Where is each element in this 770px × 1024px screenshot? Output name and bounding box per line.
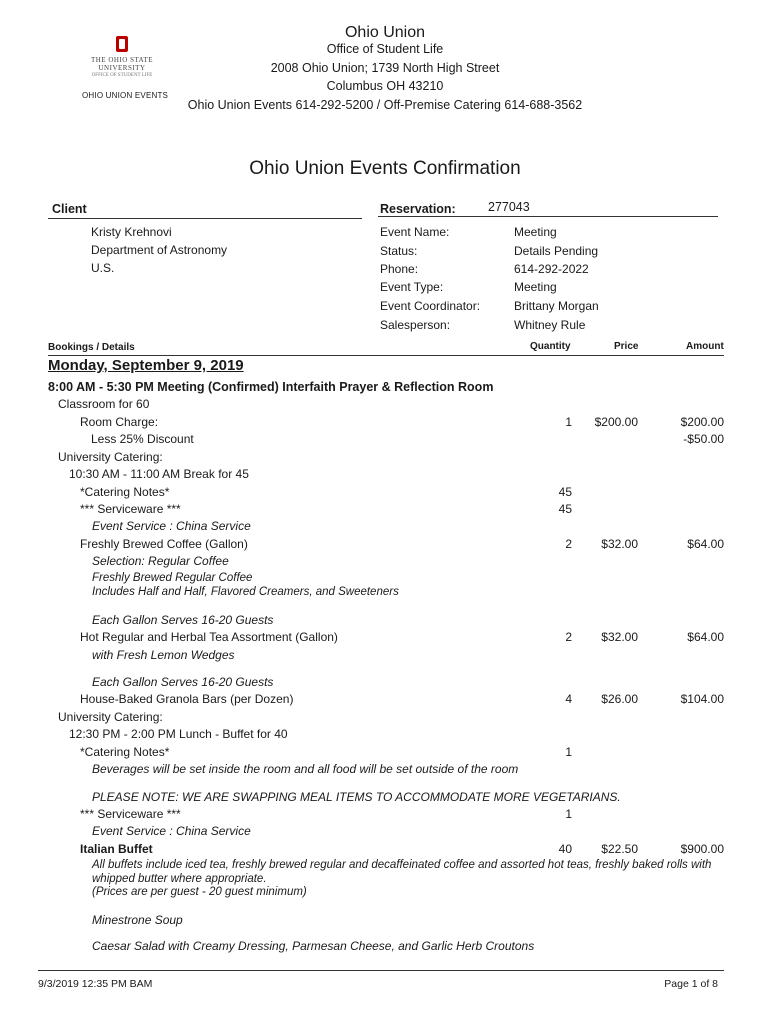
- reservation-label: Reservation:: [380, 202, 456, 216]
- field-value-phone: 614-292-2022: [514, 262, 589, 276]
- tea-item: Hot Regular and Herbal Tea Assortment (Gallon): [80, 630, 338, 644]
- logo-line-1: THE OHIO STATE: [90, 56, 154, 64]
- discount-label: Less 25% Discount: [91, 432, 194, 446]
- catering-notes-2-quantity: 1: [565, 745, 572, 759]
- tea-price: $32.00: [601, 630, 638, 644]
- buffet-description-3: (Prices are per guest - 20 guest minimum): [92, 886, 307, 898]
- column-header-price: Price: [614, 341, 639, 352]
- buffet-description-2: whipped butter where appropriate.: [92, 873, 267, 885]
- beverages-note: Beverages will be set inside the room and all food will be set outside of the room: [92, 762, 519, 776]
- discount-amount: -$50.00: [683, 432, 724, 446]
- event-service-1: Event Service : China Service: [92, 519, 251, 533]
- room-charge-price: $200.00: [594, 415, 638, 429]
- event-service-2: Event Service : China Service: [92, 824, 251, 838]
- field-value-event-coordinator: Brittany Morgan: [514, 299, 599, 313]
- granola-price: $26.00: [601, 692, 638, 706]
- tea-quantity: 2: [565, 630, 572, 644]
- column-header-amount: Amount: [686, 341, 724, 352]
- footer-page-number: Page 1 of 8: [664, 978, 718, 990]
- catering-heading-2: University Catering:: [58, 710, 163, 724]
- field-value-event-type: Meeting: [514, 280, 557, 294]
- italian-buffet-amount: $900.00: [680, 842, 724, 856]
- logo-subtitle: OHIO UNION EVENTS: [82, 91, 169, 100]
- lunch-time: 12:30 PM - 2:00 PM Lunch - Buffet for 40: [69, 727, 288, 741]
- catering-heading-1: University Catering:: [58, 450, 163, 464]
- serviceware-1: *** Serviceware ***: [80, 502, 181, 516]
- client-department: Department of Astronomy: [91, 243, 228, 257]
- room-charge-amount: $200.00: [680, 415, 724, 429]
- italian-buffet-price: $22.50: [601, 842, 638, 856]
- coffee-quantity: 2: [565, 537, 572, 551]
- catering-notes-2: *Catering Notes*: [80, 745, 170, 759]
- granola-amount: $104.00: [680, 692, 724, 706]
- coffee-item: Freshly Brewed Coffee (Gallon): [80, 537, 248, 551]
- org-line-1: Office of Student Life: [326, 42, 444, 56]
- room-charge-quantity: 1: [565, 415, 572, 429]
- client-name: Kristy Krehnovi: [91, 225, 172, 239]
- logo-line-3: OFFICE OF STUDENT LIFE: [91, 73, 153, 78]
- coffee-serves: Each Gallon Serves 16-20 Guests: [92, 613, 274, 627]
- document-title: Ohio Union Events Confirmation: [249, 158, 521, 179]
- field-label-status: Status:: [380, 244, 418, 258]
- serviceware-2: *** Serviceware ***: [80, 807, 181, 821]
- column-header-rule: [48, 355, 724, 356]
- field-value-salesperson: Whitney Rule: [514, 318, 586, 332]
- italian-buffet-quantity: 40: [558, 842, 572, 856]
- serviceware-1-quantity: 45: [558, 502, 572, 516]
- org-title: Ohio Union: [344, 24, 426, 41]
- granola-item: House-Baked Granola Bars (per Dozen): [80, 692, 294, 706]
- field-label-salesperson: Salesperson:: [380, 318, 451, 332]
- client-heading: Client: [52, 202, 87, 216]
- footer-rule: [38, 970, 724, 971]
- catering-notes-1: *Catering Notes*: [80, 485, 170, 499]
- booking-heading: 8:00 AM - 5:30 PM Meeting (Confirmed) Interfaith Prayer & Reflection Room: [48, 380, 494, 394]
- buffet-description-1: All buffets include iced tea, freshly brewed regular and decaffeinated coffee and assorted hot teas, freshly baked rolls with: [92, 859, 712, 871]
- column-header-details: Bookings / Details: [48, 342, 135, 353]
- tea-serves: Each Gallon Serves 16-20 Guests: [92, 675, 274, 689]
- coffee-description-1: Freshly Brewed Regular Coffee: [92, 572, 253, 584]
- field-label-event-coordinator: Event Coordinator:: [380, 299, 481, 313]
- menu-item-minestrone: Minestrone Soup: [92, 913, 183, 927]
- room-charge-label: Room Charge:: [80, 415, 159, 429]
- italian-buffet-item: Italian Buffet: [80, 842, 153, 856]
- org-line-3: Columbus OH 43210: [326, 79, 444, 93]
- org-line-2: 2008 Ohio Union; 1739 North High Street: [270, 61, 500, 75]
- coffee-price: $32.00: [601, 537, 638, 551]
- break-time: 10:30 AM - 11:00 AM Break for 45: [69, 467, 249, 481]
- field-label-event-type: Event Type:: [380, 280, 444, 294]
- client-country: U.S.: [91, 261, 115, 275]
- menu-item-caesar-salad: Caesar Salad with Creamy Dressing, Parmesan Cheese, and Garlic Herb Croutons: [92, 939, 535, 953]
- tea-amount: $64.00: [687, 630, 724, 644]
- client-rule: [48, 218, 362, 219]
- coffee-selection: Selection: Regular Coffee: [92, 554, 229, 568]
- field-value-event-name: Meeting: [514, 225, 557, 239]
- footer-timestamp: 9/3/2019 12:35 PM BAM: [38, 978, 153, 990]
- serviceware-2-quantity: 1: [565, 807, 572, 821]
- logo-line-2: UNIVERSITY: [98, 64, 146, 72]
- org-line-4: Ohio Union Events 614-292-5200 / Off-Premise Catering 614-688-3562: [187, 98, 583, 112]
- column-header-quantity: Quantity: [530, 341, 571, 352]
- coffee-amount: $64.00: [687, 537, 724, 551]
- vegetarian-note: PLEASE NOTE: WE ARE SWAPPING MEAL ITEMS TO ACCOMMODATE MORE VEGETARIANS.: [92, 790, 621, 804]
- field-label-phone: Phone:: [380, 262, 419, 276]
- field-value-status: Details Pending: [514, 244, 599, 258]
- granola-quantity: 4: [565, 692, 572, 706]
- coffee-description-2: Includes Half and Half, Flavored Creamers, and Sweeteners: [92, 586, 399, 598]
- catering-notes-1-quantity: 45: [558, 485, 572, 499]
- date-heading: Monday, September 9, 2019: [48, 357, 244, 374]
- reservation-number: 277043: [488, 200, 530, 214]
- room-setup: Classroom for 60: [58, 397, 150, 411]
- tea-description: with Fresh Lemon Wedges: [92, 648, 235, 662]
- field-label-event-name: Event Name:: [380, 225, 450, 239]
- reservation-rule: [378, 216, 718, 217]
